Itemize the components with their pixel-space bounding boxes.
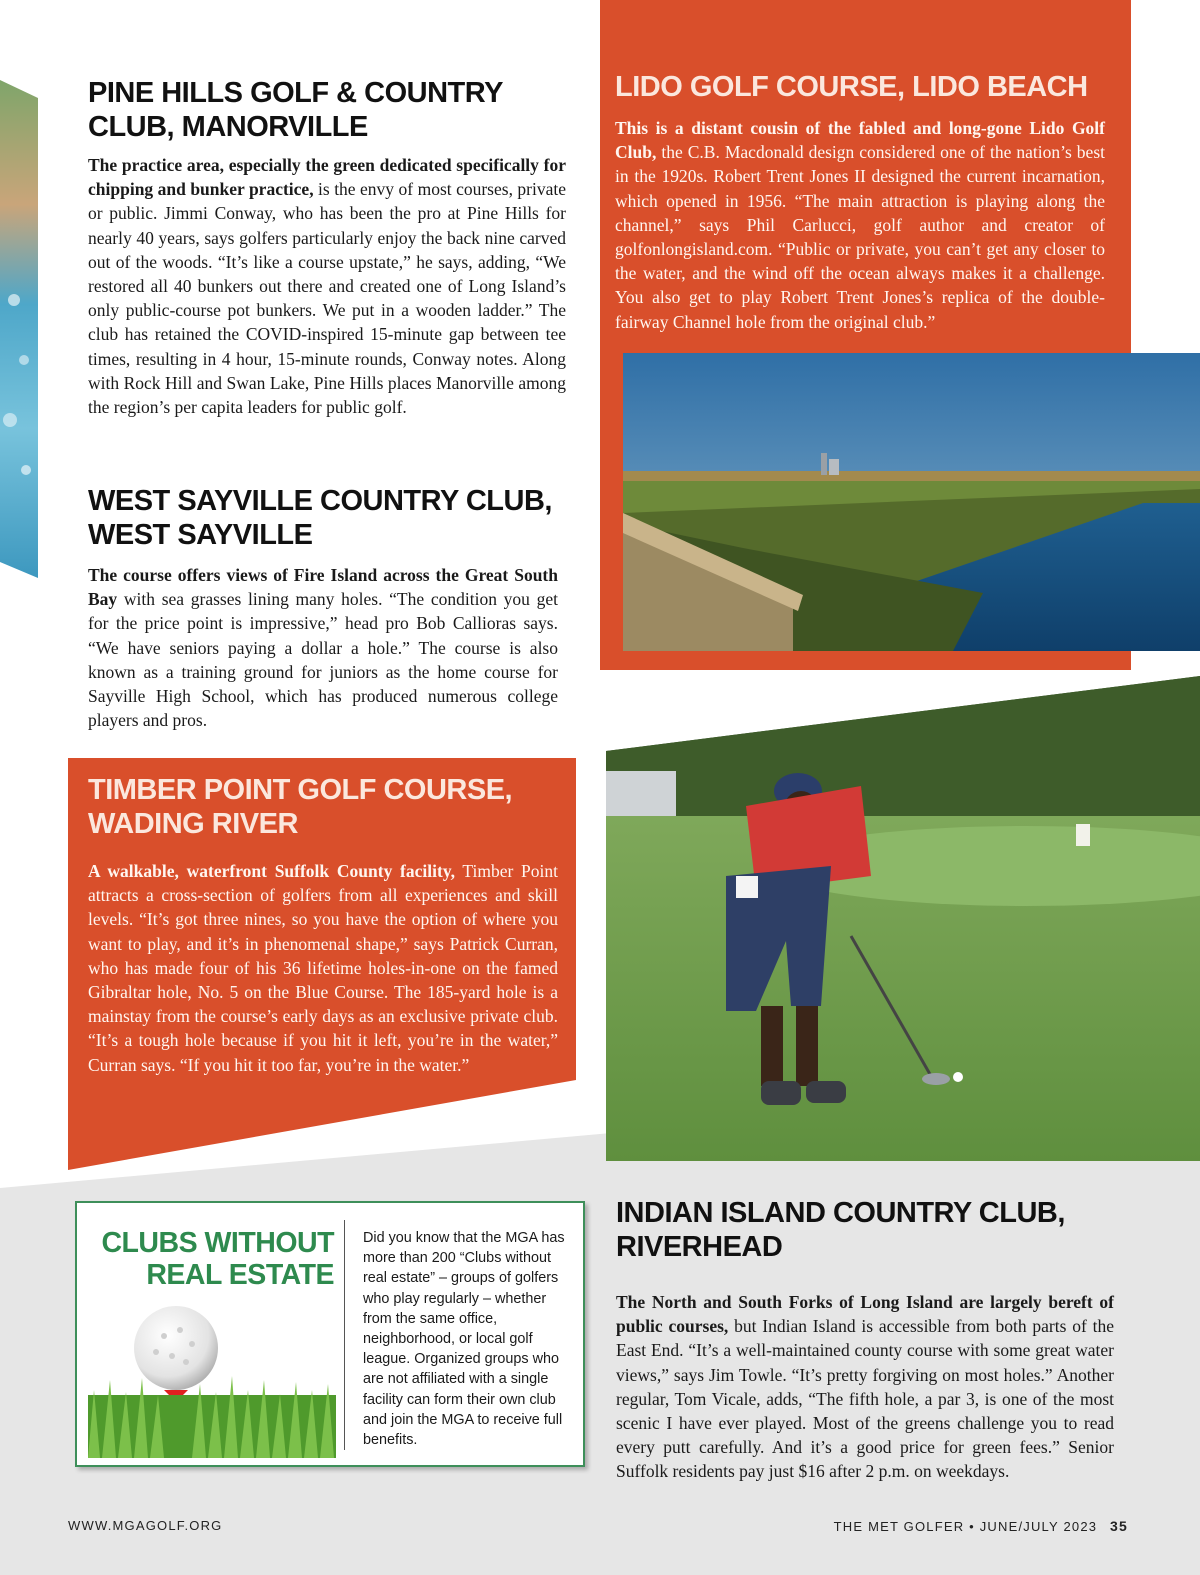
west-sayville-title-line2: WEST SAYVILLE	[88, 519, 313, 551]
pine-hills-body	[88, 153, 566, 419]
timber-point-section	[88, 773, 558, 1077]
lido-text: the C.B. Macdonald design considered one of the nation’s best in the 1920s. Robert Trent Jones II designed the current incarnation, which opened in 1956. “The main attraction is playing along the channel,” says Phil Carlucci, golf author and creator of golfonlongisland.com. “Public or private, you can’t get any closer to the water, and the wind off the ocean always makes it a challenge. You also get to play Robert Trent Jones’s replica of the double-fairway Channel hole from the original club.”	[615, 142, 1105, 332]
sidebar-title	[90, 1227, 334, 1291]
golfer-putting-photo	[606, 676, 1200, 1161]
indian-island-title-line1: INDIAN ISLAND COUNTRY CLUB,	[616, 1197, 1065, 1229]
lido-lead: This is a distant cousin of the fabled and long-gone Lido Golf Club,	[615, 118, 1105, 163]
indian-island-body	[616, 1290, 1114, 1484]
indian-island-title	[616, 1196, 1114, 1264]
pine-hills-title-line2: CLUB, MANORVILLE	[88, 111, 368, 143]
west-sayville-body	[88, 563, 558, 732]
pine-hills-text: is the envy of most courses, private or public. Jimmi Conway, who has been the pro at Pine Hills for nearly 40 years, says golfers particularly enjoy the back nine carved out of the woods. “It’s like a course upstate,” he says, adding, “We restored all 40 bunkers out there and created one of Long Island’s only public-course pot bunkers. We put in a wooden ladder.” The club has retained the COVID-inspired 15-minute gap between tee times, resulting in 4 hour, 15-minute rounds, Conway notes. Along with Rock Hill and Swan Lake, Pine Hills places Manorville among the region’s per capita leaders for public golf.	[88, 179, 566, 418]
sidebar-title-line1: CLUBS WITHOUT	[101, 1227, 334, 1259]
footer-website: WWW.MGAGOLF.ORG	[68, 1518, 223, 1533]
indian-island-title-line2: RIVERHEAD	[616, 1231, 783, 1263]
timber-point-text: Timber Point attracts a cross-section of golfers from all experiences and skill levels. “It’s got three nines, so you have the option of where you want to play, and it’s in phenomenal shape,” says Patrick Curran, who has made four of his 36 lifetime holes-in-one on the famed Gibraltar hole, No. 5 on the Blue Course. The 185-yard hole is a mainstay from the course’s early days as an exclusive private club. “It’s a tough hole because if you hit it left, you’re in the water,” Curran says. “If you hit it too far, you’re in the water.”	[88, 861, 558, 1075]
west-sayville-title-line1: WEST SAYVILLE COUNTRY CLUB,	[88, 485, 552, 517]
lido-body	[615, 116, 1105, 334]
golf-ball-on-tee-illustration	[88, 1300, 336, 1458]
lido-course-photo	[623, 353, 1200, 651]
sidebar-divider	[344, 1220, 345, 1450]
footer-publication	[834, 1518, 1128, 1534]
pine-hills-title	[88, 76, 566, 144]
indian-island-lead: The North and South Forks of Long Island are largely bereft of public courses,	[616, 1292, 1114, 1337]
timber-point-title-line1: TIMBER POINT GOLF COURSE,	[88, 774, 513, 806]
indian-island-section	[616, 1196, 1114, 1484]
timber-point-body	[88, 859, 558, 1077]
pine-hills-lead: The practice area, especially the green dedicated specifically for chipping and bunker practice,	[88, 155, 566, 200]
west-sayville-lead: The course offers views of Fire Island across the Great South Bay	[88, 565, 558, 610]
timber-point-lead: A walkable, waterfront Suffolk County facility,	[88, 861, 455, 881]
timber-point-title-line2: WADING RIVER	[88, 808, 298, 840]
indian-island-text: but Indian Island is accessible from both parts of the East End. “It’s a well-maintained county course with some great water views,” says Jim Towle. “It’s pretty forgiving on most holes.” Another regular, Tom Vicale, adds, “The fifth hole, a par 3, is one of the most scenic I have ever played. Most of the greens challenge you to read every putt carefully. And it’s a good price for green fees.” Senior Suffolk residents pay just $16 after 2 p.m. on weekdays.	[616, 1316, 1114, 1482]
lido-section	[615, 70, 1105, 334]
west-sayville-section	[88, 484, 558, 732]
west-sayville-title	[88, 484, 558, 552]
west-sayville-text: with sea grasses lining many holes. “The condition you get for the price point is impressive,” head pro Bob Callioras says. “We have seniors paying a dollar a hole.” The course is also known as a training ground for juniors as the home course for Sayville High School, which has produced numerous college players and pros.	[88, 589, 558, 731]
timber-point-title	[88, 773, 558, 841]
pine-hills-title-line1: PINE HILLS GOLF & COUNTRY	[88, 77, 503, 109]
sidebar-body: Did you know that the MGA has more than 200 “Clubs without real estate” – groups of golfers who play regularly – whether from the same office, neighborhood, or local golf league. Organized groups who are not affiliated with a single facility can form their own club and join the MGA to receive full benefits.	[363, 1230, 565, 1449]
lido-title: LIDO GOLF COURSE, LIDO BEACH	[615, 71, 1088, 103]
page-number: 35	[1110, 1518, 1128, 1534]
pine-hills-section	[88, 76, 566, 419]
sidebar-title-line2: REAL ESTATE	[146, 1259, 334, 1291]
left-edge-photo	[0, 0, 40, 600]
footer-issue: THE MET GOLFER • JUNE/JULY 2023	[833, 1519, 1098, 1534]
